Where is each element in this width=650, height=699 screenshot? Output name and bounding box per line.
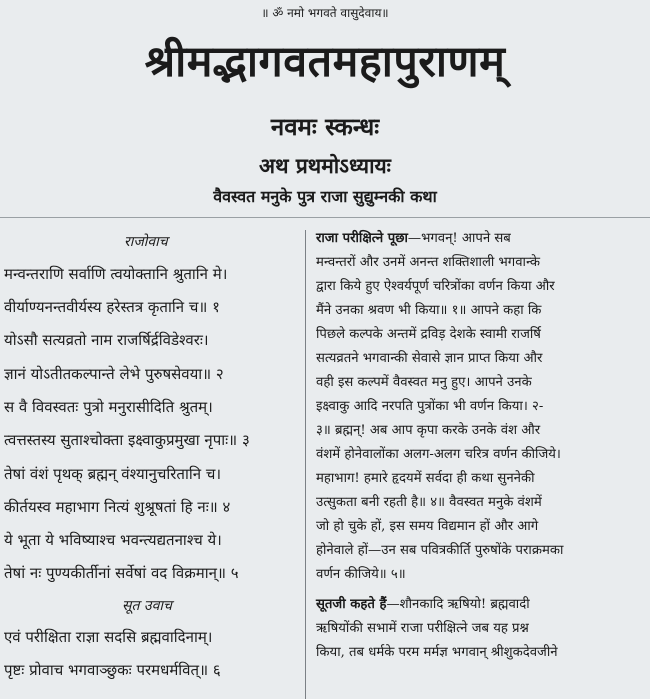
translation-line: मन्वन्तरों और उनमें अनन्त शक्तिशाली भगवान्के — [316, 255, 540, 270]
translation-line: वंशमें होनेवालोंका अलग-अलग चरित्र वर्णन कीजिये। — [316, 447, 561, 462]
translation-line — [316, 594, 530, 612]
translation-line: उत्सुकता बनी रहती है॥ ४॥ वैवस्वत मनुके वंशमें — [316, 495, 542, 510]
verse-line: योऽसौ सत्यव्रतो नाम राजर्षिर्द्रविडेश्वरः। — [4, 331, 209, 349]
chapter-subtitle: वैवस्वत मनुके पुत्र राजा सुद्युम्नकी कथा — [213, 187, 437, 206]
translation-text: —शौनकादि ऋषियो! ब्रह्मवादी — [386, 597, 530, 612]
verse-line: तेषां नः पुण्यकीर्तीनां सर्वेषां वद विक्रमान्॥ ५ — [4, 564, 239, 582]
invocation-line: ॥ ॐ नमो भगवते वासुदेवाय॥ — [261, 6, 389, 20]
verse-line: मन्वन्तराणि सर्वाणि त्वयोक्तानि श्रुतानि मे। — [4, 265, 228, 283]
skandha-heading: नवमः स्कन्धः — [270, 112, 380, 141]
translation-line: महाभाग! हमारे हृदयमें सर्वदा ही कथा सुननेकी — [316, 471, 535, 486]
translation-line: सत्यव्रतने भगवान्की सेवासे ज्ञान प्राप्त किया और — [316, 351, 543, 366]
translation-line: द्वारा किये हुए ऐश्वर्यपूर्ण चरित्रोंका वर्णन किया और — [316, 279, 555, 294]
speaker-label: राजोवाच — [124, 234, 168, 250]
verse-line: ये भूता ये भविष्याश्च भवन्त्यद्यतनाश्च ये। — [4, 531, 222, 549]
chapter-heading: अथ प्रथमोऽध्यायः — [259, 153, 391, 178]
translation-line: जो हो चुके हों, इस समय विद्यमान हों और आगे — [316, 519, 539, 534]
column-divider — [305, 230, 306, 699]
verse-line: स वै विवस्वतः पुत्रो मनुरासीदिति श्रुतम्। — [4, 398, 213, 416]
translation-line: किया, तब धर्मके परम मर्मज्ञ भगवान् श्रीशुकदेवजीने — [316, 645, 558, 660]
speaker-heading: राजा परीक्षित्ने पूछा — [316, 231, 408, 246]
translation-line: मैंने उनका श्रवण भी किया॥ १॥ आपने कहा कि — [316, 303, 542, 318]
verse-line: तेषां वंशं पृथक् ब्रह्मन् वंश्यानुचरितानि च। — [4, 465, 222, 483]
translation-text: —भगवन्! आपने सब — [407, 231, 511, 246]
translation-line: ३॥ ब्रह्मन्! अब आप कृपा करके उनके वंश और — [316, 423, 541, 438]
translation-line: वर्णन कीजिये॥ ५॥ — [316, 567, 406, 582]
translation-line: पिछले कल्पके अन्तमें द्रविड़ देशके स्वामी राजर्षि — [316, 327, 541, 342]
verse-line: एवं परीक्षिता राज्ञा सदसि ब्रह्मवादिनाम्। — [4, 628, 213, 646]
header-rule — [0, 217, 650, 218]
speaker-heading: सूतजी कहते हैं — [316, 597, 387, 612]
book-title: श्रीमद्भागवतमहापुराणम् — [144, 37, 506, 87]
verse-line: पृष्टः प्रोवाच भगवाञ्छुकः परमधर्मवित्॥ ६ — [4, 661, 221, 679]
translation-line: होनेवाले हों—उन सब पवित्रकीर्ति पुरुषोंके पराक्रमका — [316, 543, 564, 558]
verse-line: कीर्तयस्व महाभाग नित्यं शुश्रूषतां हि नः॥ ४ — [4, 498, 231, 516]
translation-line: इक्ष्वाकु आदि नरपति पुत्रोंका भी वर्णन किया। २- — [316, 399, 544, 414]
verse-line: ज्ञानं योऽतीतकल्पान्ते लेभे पुरुषसेवया॥ २ — [4, 365, 224, 383]
speaker-label: सूत उवाच — [122, 598, 172, 614]
translation-line: वही इस कल्पमें वैवस्वत मनु हुए। आपने उनके — [316, 375, 532, 390]
verse-line: त्वत्तस्तस्य सुताश्चोक्ता इक्ष्वाकुप्रमुखा नृपाः॥ ३ — [4, 431, 250, 449]
translation-line: ऋषियोंकी सभामें राजा परीक्षित्ने जब यह प्रश्न — [316, 621, 529, 636]
translation-line — [316, 228, 511, 246]
verse-line: वीर्याण्यनन्तवीर्यस्य हरेस्तत्र कृतानि च॥ १ — [4, 298, 220, 316]
